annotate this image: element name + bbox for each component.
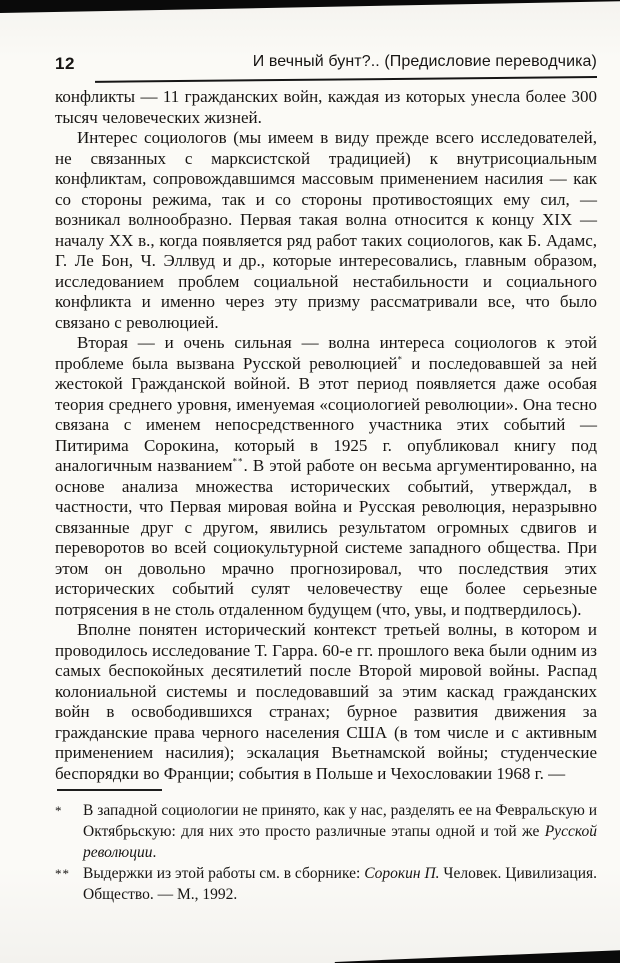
footnote-2-text-1: Выдержки из этой работы см. в сборнике: bbox=[83, 865, 365, 882]
scan-artifact-top bbox=[0, 0, 620, 13]
footnote-1-text-1: В западной социологии не принято, как у нас, разделять ее на Февральскую и Октябрьскую: для них это просто различные этапы одной и той же bbox=[83, 802, 597, 840]
paragraph-1 bbox=[55, 87, 597, 128]
scan-artifact-bottom bbox=[0, 948, 620, 963]
paragraph-2 bbox=[55, 128, 597, 333]
paragraph-4 bbox=[55, 620, 597, 784]
footnote-reference-2: ** bbox=[232, 456, 244, 467]
footnote-2-italic: Сорокин П. bbox=[364, 865, 440, 882]
paragraph-3 bbox=[55, 333, 597, 620]
page-header bbox=[55, 50, 597, 82]
page-number: 12 bbox=[55, 54, 75, 73]
paragraph-3-text-1: Вторая — и очень сильная — волна интереса социологов к этой проблеме была вызвана Русской революцией bbox=[55, 333, 597, 373]
footnote-reference-1: * bbox=[397, 353, 403, 364]
paragraph-2-text: Интерес социологов (мы имеем в виду прежде всего исследователей, не связанных с марксистской традицией) к внутрисоциальным конфликтам, сопровождавшимся массовым применением насилия — как со стороны режима, так и со стороны противостоящих ему сил, — возникал волнообразно. Первая такая волна относится к концу XIX — началу XX в., когда появляется ряд работ таких социологов, как Б. Адамс, Г. Ле Бон, Ч. Эллвуд и др., которые интересовались, главным образом, исследованием проблем социальной нестабильности и социального конфликта и именно через эту призму рассматривали все, что было связано с революцией. bbox=[55, 128, 597, 332]
footnote-1-italic: Русской революции bbox=[83, 823, 597, 861]
footnote-2-text-2: Человек. Цивилизация. Общество. — М., 1992. bbox=[83, 865, 597, 903]
footnote-1-text-2: . bbox=[152, 844, 157, 861]
footnote-1-marker: * bbox=[55, 803, 63, 818]
running-title: И вечный бунт?.. (Предисловие переводчика) bbox=[252, 53, 597, 70]
header-rule bbox=[95, 76, 597, 83]
paragraph-4-text: Вполне понятен исторический контекст третьей волны, в котором и проводилось исследование Т. Гарра. 60-е гг. прошлого века были одним из самых беспокойных десятилетий после Второй мировой войны. Распад колониальной системы и последовавший за этим каскад гражданских войн в освободившихся странах; бурное развития движения за гражданские права черного населения США (в том числе и с активным применением насилия); эскалация Вьетнамской войны; студенческие беспорядки во Франции; события в Польше и Чехословакии 1968 г. — bbox=[55, 620, 597, 783]
paragraph-3-text-3: . В этой работе он весьма аргументированно, на основе анализа множества исторических событий, утверждал, в частности, что Первая мировая война и Русская революция, неразрывно связанные друг с другом, явились результатом огромных сдвигов и переворотов во всей социокультурной системе западного общества. При этом он довольно мрачно прогнозировал, что последствия этих исторических событий сулят человечеству еще более серьезные потрясения в не столь отдаленном будущем (что, увы, и подтвердилось). bbox=[55, 456, 597, 619]
footnote-1 bbox=[55, 800, 597, 863]
footnote-2-marker: ** bbox=[55, 866, 70, 881]
footnote-1-text bbox=[83, 800, 597, 863]
body-text bbox=[55, 87, 597, 784]
footnotes-block bbox=[55, 789, 597, 905]
footnote-2 bbox=[55, 863, 597, 905]
footnote-2-text bbox=[83, 863, 597, 905]
paragraph-3-text-2: и последовавшей за ней жестокой Гражданской войной. В этот период появляется даже особая теория среднего уровня, именуемая «социологией революции». Она тесно связана с именем непосредственного участника этих событий — Питирима Сорокина, который в 1925 г. опубликовал книгу под аналогичным названием bbox=[55, 353, 597, 475]
footnote-separator-rule bbox=[57, 789, 162, 791]
paragraph-1-text: конфликты — 11 гражданских войн, каждая из которых унесла более 300 тысяч человеческих жизней. bbox=[55, 87, 597, 127]
